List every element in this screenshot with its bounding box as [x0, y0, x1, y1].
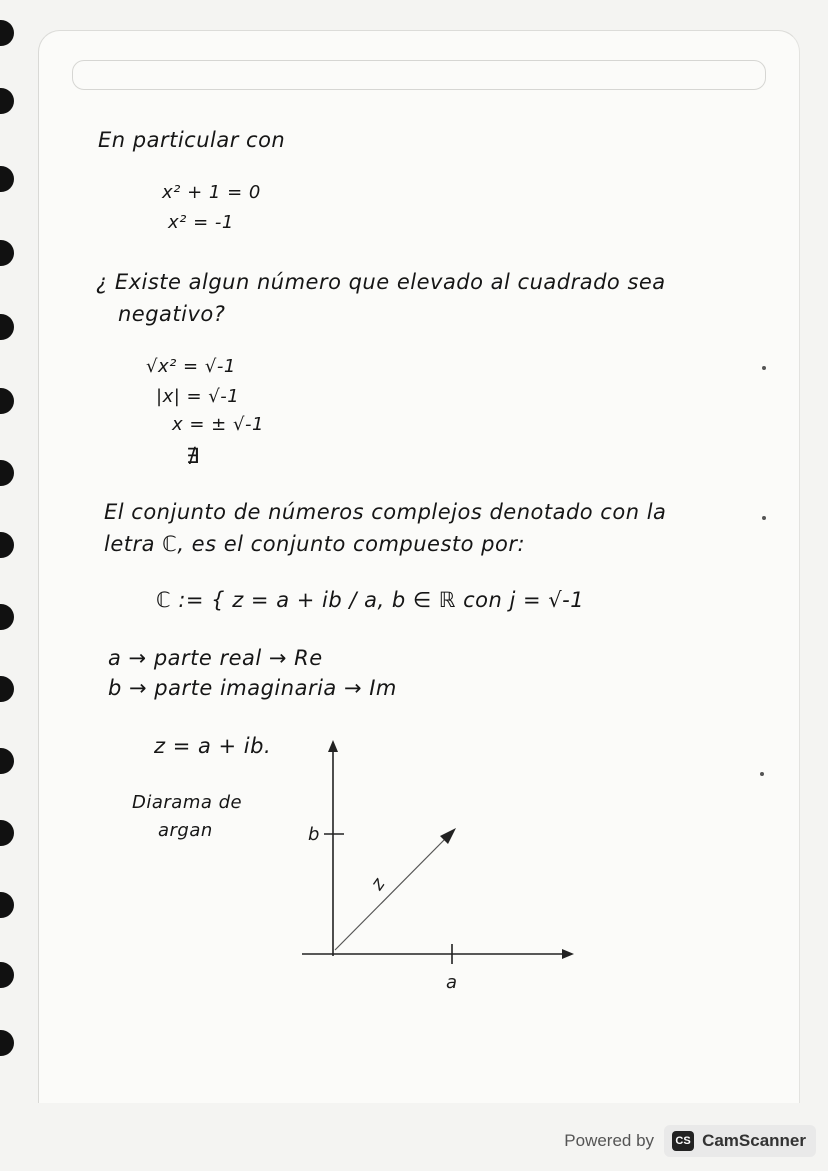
question-line-1: ¿ Existe algun número que elevado al cuadrado sea: [96, 270, 666, 294]
ring: [0, 532, 14, 558]
real-part-line: a → parte real → Re: [108, 646, 323, 670]
camscanner-brand: CamScanner: [702, 1131, 806, 1150]
root-step-2: |x| = √-1: [156, 386, 240, 407]
camscanner-watermark: [564, 1122, 816, 1160]
page-header-box: [72, 60, 766, 90]
z-vector: [335, 836, 448, 950]
set-definition-formula: ℂ := { z = a + ib / a, b ∈ ℝ con j = √-1: [156, 588, 585, 612]
real-axis-arrow-icon: [562, 949, 574, 959]
camscanner-badge: [664, 1125, 816, 1157]
ring: [0, 460, 14, 486]
ring: [0, 820, 14, 846]
ring: [0, 88, 14, 114]
z-vector-label: z: [366, 874, 390, 895]
root-step-3: x = ± √-1: [172, 414, 264, 435]
a-axis-label: a: [446, 972, 458, 993]
intro-line: En particular con: [98, 128, 286, 152]
stray-mark: [762, 366, 766, 370]
equation-1: x² + 1 = 0: [162, 182, 261, 203]
b-axis-label: b: [308, 824, 320, 845]
ring: [0, 1030, 14, 1056]
ring: [0, 676, 14, 702]
z-form: z = a + ib.: [154, 734, 272, 758]
ring: [0, 604, 14, 630]
diagram-caption-2: argan: [158, 820, 213, 841]
imaginary-part-line: b → parte imaginaria → Im: [108, 676, 397, 700]
not-exists-symbol: ∄: [186, 444, 200, 468]
stray-mark: [760, 772, 764, 776]
ring: [0, 240, 14, 266]
equation-2: x² = -1: [168, 212, 234, 233]
ring: [0, 166, 14, 192]
ring: [0, 314, 14, 340]
root-step-1: √x² = √-1: [146, 356, 236, 377]
imaginary-axis-arrow-icon: [328, 740, 338, 752]
ring: [0, 20, 14, 46]
ring: [0, 388, 14, 414]
stray-mark: [762, 516, 766, 520]
set-definition-line-1: El conjunto de números complejos denotado con la: [104, 500, 667, 524]
set-definition-line-2: letra ℂ, es el conjunto compuesto por:: [104, 532, 526, 556]
ring: [0, 962, 14, 988]
diagram-caption-1: Diarama de: [132, 792, 243, 813]
question-line-2: negativo?: [118, 302, 226, 326]
camscanner-logo-icon: CS: [672, 1131, 694, 1151]
ring: [0, 748, 14, 774]
powered-by-text: Powered by: [564, 1131, 655, 1150]
argand-diagram: [280, 736, 590, 996]
ring: [0, 892, 14, 918]
